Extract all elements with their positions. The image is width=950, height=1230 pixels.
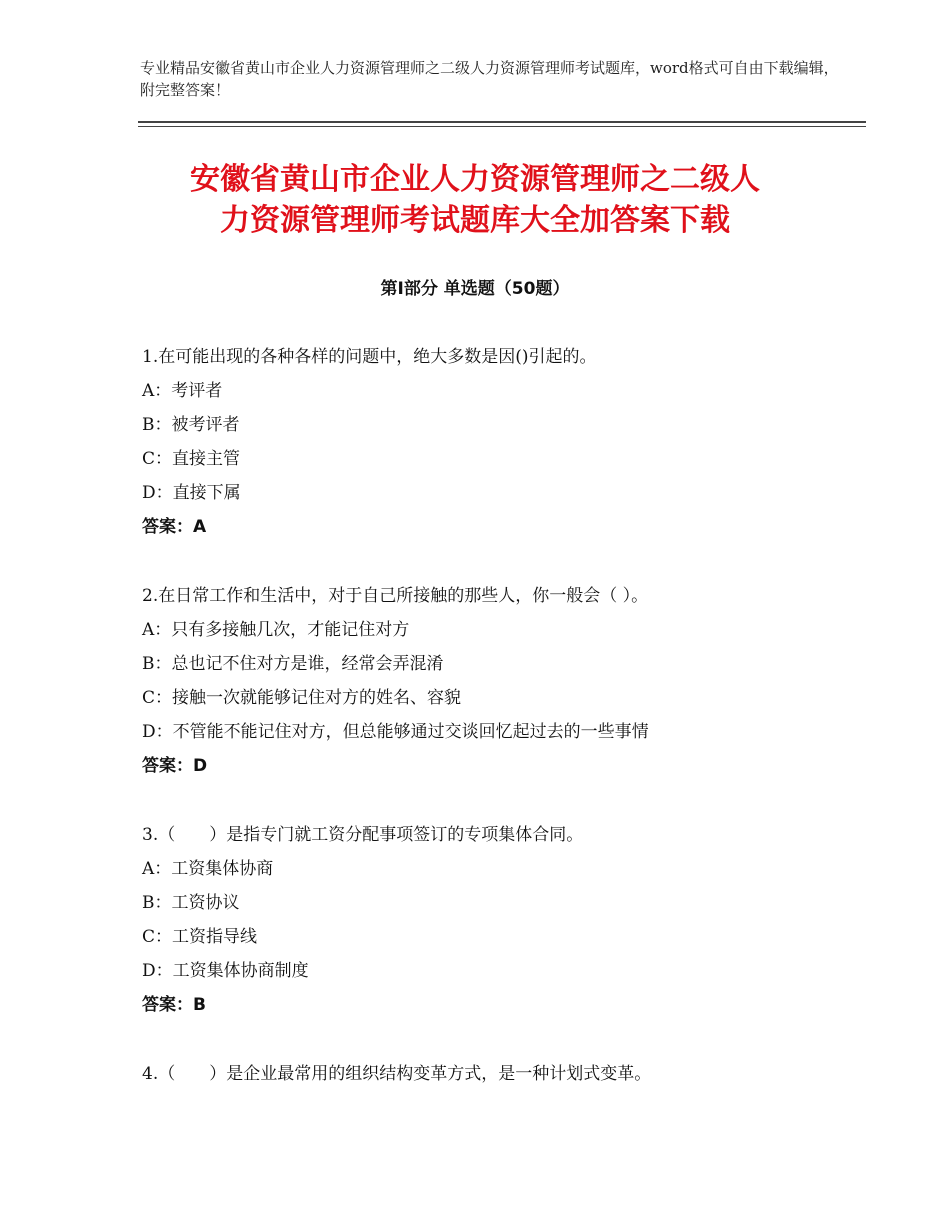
option-c: C：接触一次就能够记住对方的姓名、容貌 (142, 688, 462, 708)
question-stem: 1.在可能出现的各种各样的问题中，绝大多数是因()引起的。 (142, 347, 597, 367)
option-a: A：考评者 (142, 381, 223, 401)
header-divider-thin (138, 126, 866, 127)
question-stem: 2.在日常工作和生活中，对于自己所接触的那些人，你一般会（ ）。 (142, 586, 649, 606)
option-b: B：工资协议 (142, 893, 240, 913)
document-title (120, 159, 830, 241)
header-divider-thick (138, 121, 866, 123)
question-3 (142, 818, 842, 1022)
option-b: B：被考评者 (142, 415, 240, 435)
question-4 (142, 1057, 842, 1091)
answer: 答案：B (142, 995, 206, 1015)
option-c: C：工资指导线 (142, 927, 258, 947)
section-title: 第Ⅰ部分 单选题（50题） (380, 279, 570, 299)
option-d: D：直接下属 (142, 483, 241, 503)
option-b: B：总也记不住对方是谁，经常会弄混淆 (142, 654, 444, 674)
answer: 答案：A (142, 517, 207, 537)
document-title-line-2: 力资源管理师考试题库大全加答案下载 (220, 203, 730, 238)
option-d: D：工资集体协商制度 (142, 961, 309, 981)
option-a: A：只有多接触几次，才能记住对方 (142, 620, 410, 640)
option-a: A：工资集体协商 (142, 859, 274, 879)
option-d: D：不管能不能记住对方，但总能够通过交谈回忆起过去的一些事情 (142, 722, 649, 742)
header-note: 专业精品安徽省黄山市企业人力资源管理师之二级人力资源管理师考试题库，word格式可自由下载编辑，附完整答案！ (140, 59, 839, 99)
question-stem: 4.（ ）是企业最常用的组织结构变革方式，是一种计划式变革。 (142, 1064, 652, 1084)
answer: 答案：D (142, 756, 208, 776)
question-2 (142, 579, 842, 783)
question-1 (142, 340, 842, 544)
question-stem: 3.（ ）是指专门就工资分配事项签订的专项集体合同。 (142, 825, 584, 845)
document-title-line-1: 安徽省黄山市企业人力资源管理师之二级人 (190, 162, 760, 197)
option-c: C：直接主管 (142, 449, 241, 469)
